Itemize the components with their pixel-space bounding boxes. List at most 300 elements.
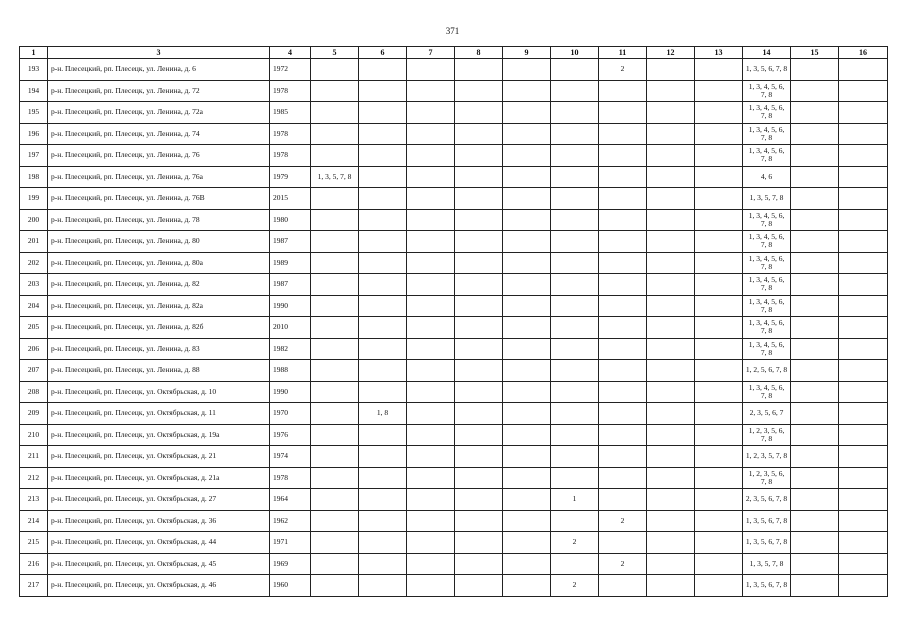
table-cell: [599, 252, 647, 274]
year-cell: 1985: [270, 102, 311, 124]
address-cell: р-н. Плесецкий, рп. Плесецк, ул. Ленина, д. 72а: [48, 102, 270, 124]
column-header: 1: [20, 47, 48, 59]
table-cell: [695, 188, 743, 210]
year-cell: 1962: [270, 510, 311, 532]
table-cell: [599, 231, 647, 253]
table-cell: 2: [599, 553, 647, 575]
table-cell: [359, 188, 407, 210]
row-number-cell: 216: [20, 553, 48, 575]
table-cell: [311, 424, 359, 446]
table-cell: [551, 188, 599, 210]
table-cell: [455, 424, 503, 446]
table-cell: [839, 403, 888, 425]
table-cell: [695, 252, 743, 274]
row-number-cell: 198: [20, 166, 48, 188]
table-cell: [359, 510, 407, 532]
address-cell: р-н. Плесецкий, рп. Плесецк, ул. Октябрьская, д. 10: [48, 381, 270, 403]
table-cell: [311, 338, 359, 360]
table-cell: [551, 467, 599, 489]
column-header: 5: [311, 47, 359, 59]
table-cell: 1, 3, 4, 5, 6, 7, 8: [743, 317, 791, 339]
table-cell: [839, 317, 888, 339]
header-row: [20, 47, 888, 59]
table-cell: [359, 317, 407, 339]
table-row: [20, 274, 888, 296]
address-cell: р-н. Плесецкий, рп. Плесецк, ул. Октябрьская, д. 11: [48, 403, 270, 425]
row-number-cell: 206: [20, 338, 48, 360]
table-cell: [455, 532, 503, 554]
year-cell: 1990: [270, 381, 311, 403]
table-cell: [791, 123, 839, 145]
table-cell: [695, 446, 743, 468]
table-cell: [407, 145, 455, 167]
address-cell: р-н. Плесецкий, рп. Плесецк, ул. Октябрьская, д. 46: [48, 575, 270, 597]
table-cell: [839, 80, 888, 102]
table-cell: [791, 80, 839, 102]
table-cell: 1, 3, 4, 5, 6, 7, 8: [743, 274, 791, 296]
table-cell: 4, 6: [743, 166, 791, 188]
column-header: 7: [407, 47, 455, 59]
table-cell: [407, 209, 455, 231]
table-cell: [359, 532, 407, 554]
table-cell: [455, 188, 503, 210]
row-number-cell: 217: [20, 575, 48, 597]
table-cell: [599, 489, 647, 511]
table-cell: [839, 381, 888, 403]
table-cell: [695, 145, 743, 167]
table-cell: [311, 553, 359, 575]
table-cell: [791, 209, 839, 231]
year-cell: 1964: [270, 489, 311, 511]
table-cell: [791, 274, 839, 296]
table-cell: 1, 3, 4, 5, 6, 7, 8: [743, 231, 791, 253]
row-number-cell: 207: [20, 360, 48, 382]
table-cell: [311, 209, 359, 231]
table-cell: [695, 231, 743, 253]
address-cell: р-н. Плесецкий, рп. Плесецк, ул. Октябрьская, д. 45: [48, 553, 270, 575]
table-cell: [599, 338, 647, 360]
table-cell: [647, 575, 695, 597]
table-cell: [311, 80, 359, 102]
table-cell: [791, 360, 839, 382]
table-row: [20, 446, 888, 468]
table-cell: [359, 145, 407, 167]
column-header: 6: [359, 47, 407, 59]
table-cell: [551, 80, 599, 102]
table-cell: [503, 489, 551, 511]
table-cell: [647, 252, 695, 274]
table-cell: 1, 3, 5, 7, 8: [743, 553, 791, 575]
table-cell: [503, 338, 551, 360]
table-cell: [503, 317, 551, 339]
table-cell: [455, 209, 503, 231]
page-number: 371: [445, 26, 460, 36]
table-cell: [599, 575, 647, 597]
table-cell: [503, 80, 551, 102]
table-cell: [791, 317, 839, 339]
row-number-cell: 193: [20, 59, 48, 81]
table-cell: [311, 360, 359, 382]
table-cell: [359, 80, 407, 102]
table-row: [20, 317, 888, 339]
table-cell: [455, 59, 503, 81]
table-cell: [647, 317, 695, 339]
table-cell: [695, 80, 743, 102]
table-cell: [359, 274, 407, 296]
table-cell: [839, 123, 888, 145]
table-row: [20, 553, 888, 575]
row-number-cell: 210: [20, 424, 48, 446]
table-cell: [599, 80, 647, 102]
table-cell: [791, 59, 839, 81]
table-cell: [311, 532, 359, 554]
table-cell: [647, 209, 695, 231]
table-cell: [407, 102, 455, 124]
column-header: 12: [647, 47, 695, 59]
table-cell: [407, 553, 455, 575]
year-cell: 1978: [270, 145, 311, 167]
table-cell: [647, 446, 695, 468]
table-cell: [791, 553, 839, 575]
table-cell: 1, 3, 5, 6, 7, 8: [743, 575, 791, 597]
table-cell: [647, 274, 695, 296]
table-cell: [359, 553, 407, 575]
table-cell: [503, 274, 551, 296]
table-cell: [551, 209, 599, 231]
table-cell: [455, 489, 503, 511]
table-cell: 1, 3, 4, 5, 6, 7, 8: [743, 102, 791, 124]
table-cell: [839, 360, 888, 382]
table-cell: [407, 274, 455, 296]
table-cell: [839, 532, 888, 554]
row-number-cell: 212: [20, 467, 48, 489]
row-number-cell: 197: [20, 145, 48, 167]
table-cell: 1, 8: [359, 403, 407, 425]
year-cell: 1980: [270, 209, 311, 231]
table-cell: [599, 403, 647, 425]
table-row: [20, 489, 888, 511]
row-number-cell: 196: [20, 123, 48, 145]
table-cell: [599, 209, 647, 231]
address-cell: р-н. Плесецкий, рп. Плесецк, ул. Ленина, д. 88: [48, 360, 270, 382]
table-cell: [359, 166, 407, 188]
table-cell: [551, 446, 599, 468]
table-row: [20, 188, 888, 210]
table-cell: [839, 424, 888, 446]
year-cell: 2015: [270, 188, 311, 210]
table-cell: [647, 166, 695, 188]
year-cell: 1987: [270, 231, 311, 253]
table-cell: [791, 467, 839, 489]
table-row: [20, 231, 888, 253]
table-cell: [599, 274, 647, 296]
table-body: [20, 59, 888, 597]
table-cell: [647, 381, 695, 403]
row-number-cell: 202: [20, 252, 48, 274]
table-cell: [407, 360, 455, 382]
address-cell: р-н. Плесецкий, рп. Плесецк, ул. Октябрьская, д. 21: [48, 446, 270, 468]
table-cell: 2: [551, 575, 599, 597]
table-cell: [551, 317, 599, 339]
year-cell: 1978: [270, 80, 311, 102]
table-cell: [503, 145, 551, 167]
table-row: [20, 532, 888, 554]
column-header: 3: [48, 47, 270, 59]
table-cell: [839, 188, 888, 210]
table-cell: 1, 2, 3, 5, 6, 7, 8: [743, 424, 791, 446]
address-cell: р-н. Плесецкий, рп. Плесецк, ул. Ленина, д. 82а: [48, 295, 270, 317]
table-cell: [551, 231, 599, 253]
year-cell: 1978: [270, 467, 311, 489]
table-cell: [455, 295, 503, 317]
table-cell: [311, 102, 359, 124]
table-cell: [599, 446, 647, 468]
year-cell: 1982: [270, 338, 311, 360]
table-row: [20, 381, 888, 403]
column-header: 14: [743, 47, 791, 59]
table-cell: [359, 467, 407, 489]
table-cell: [791, 381, 839, 403]
table-cell: [455, 338, 503, 360]
table-cell: [407, 188, 455, 210]
address-cell: р-н. Плесецкий, рп. Плесецк, ул. Ленина, д. 82б: [48, 317, 270, 339]
table-cell: [455, 274, 503, 296]
table-cell: [839, 274, 888, 296]
table-cell: [551, 338, 599, 360]
table-cell: [695, 403, 743, 425]
table-cell: [647, 80, 695, 102]
table-cell: [839, 59, 888, 81]
table-cell: [455, 231, 503, 253]
table-cell: [503, 188, 551, 210]
table-cell: [551, 424, 599, 446]
table-cell: [791, 575, 839, 597]
column-header: 10: [551, 47, 599, 59]
table-cell: [407, 489, 455, 511]
data-table: [19, 46, 888, 597]
table-cell: 1, 2, 3, 5, 6, 7, 8: [743, 467, 791, 489]
table-row: [20, 123, 888, 145]
row-number-cell: 211: [20, 446, 48, 468]
column-header: 16: [839, 47, 888, 59]
table-cell: [791, 446, 839, 468]
table-cell: [359, 231, 407, 253]
table-cell: [647, 123, 695, 145]
table-cell: [647, 338, 695, 360]
table-cell: 2: [599, 510, 647, 532]
table-cell: [407, 381, 455, 403]
table-cell: [647, 510, 695, 532]
table-cell: [791, 338, 839, 360]
table-cell: [839, 338, 888, 360]
year-cell: 1987: [270, 274, 311, 296]
table-cell: [551, 102, 599, 124]
year-cell: 1989: [270, 252, 311, 274]
table-cell: [599, 188, 647, 210]
table-cell: [455, 166, 503, 188]
address-cell: р-н. Плесецкий, рп. Плесецк, ул. Ленина, д. 76: [48, 145, 270, 167]
table-cell: [551, 381, 599, 403]
table-cell: [599, 166, 647, 188]
row-number-cell: 199: [20, 188, 48, 210]
year-cell: 1972: [270, 59, 311, 81]
year-cell: 1970: [270, 403, 311, 425]
table-cell: [695, 317, 743, 339]
table-cell: [599, 317, 647, 339]
table-cell: [503, 231, 551, 253]
table-cell: [407, 59, 455, 81]
table-cell: [791, 231, 839, 253]
table-cell: [551, 403, 599, 425]
table-cell: [503, 510, 551, 532]
table-cell: 1, 3, 4, 5, 6, 7, 8: [743, 123, 791, 145]
table-cell: 1, 3, 5, 6, 7, 8: [743, 59, 791, 81]
table-cell: 1: [551, 489, 599, 511]
table-cell: 1, 2, 5, 6, 7, 8: [743, 360, 791, 382]
year-cell: 1990: [270, 295, 311, 317]
table-row: [20, 510, 888, 532]
table-cell: [455, 360, 503, 382]
year-cell: 1976: [270, 424, 311, 446]
row-number-cell: 209: [20, 403, 48, 425]
year-cell: 1988: [270, 360, 311, 382]
table-cell: [551, 295, 599, 317]
table-cell: [455, 252, 503, 274]
row-number-cell: 214: [20, 510, 48, 532]
table-cell: [839, 252, 888, 274]
table-cell: [455, 446, 503, 468]
table-cell: [791, 166, 839, 188]
year-cell: 1979: [270, 166, 311, 188]
table-cell: 2, 3, 5, 6, 7: [743, 403, 791, 425]
table-cell: 2, 3, 5, 6, 7, 8: [743, 489, 791, 511]
row-number-cell: 203: [20, 274, 48, 296]
row-number-cell: 205: [20, 317, 48, 339]
table-row: [20, 575, 888, 597]
table-cell: 1, 2, 3, 5, 7, 8: [743, 446, 791, 468]
table-cell: [791, 188, 839, 210]
table-cell: [407, 446, 455, 468]
table-cell: [359, 575, 407, 597]
table-cell: [695, 489, 743, 511]
table-cell: [551, 553, 599, 575]
table-row: [20, 403, 888, 425]
table-cell: [647, 424, 695, 446]
table-cell: [503, 446, 551, 468]
address-cell: р-н. Плесецкий, рп. Плесецк, ул. Ленина, д. 80: [48, 231, 270, 253]
table-cell: [503, 209, 551, 231]
table-cell: 1, 3, 5, 6, 7, 8: [743, 532, 791, 554]
table-cell: [695, 295, 743, 317]
table-cell: [359, 123, 407, 145]
table-row: [20, 295, 888, 317]
table-cell: [311, 252, 359, 274]
row-number-cell: 215: [20, 532, 48, 554]
address-cell: р-н. Плесецкий, рп. Плесецк, ул. Ленина, д. 76а: [48, 166, 270, 188]
table-cell: [647, 102, 695, 124]
table-cell: [695, 510, 743, 532]
table-cell: 1, 3, 4, 5, 6, 7, 8: [743, 80, 791, 102]
table-cell: [503, 575, 551, 597]
address-cell: р-н. Плесецкий, рп. Плесецк, ул. Ленина, д. 72: [48, 80, 270, 102]
table-cell: [839, 510, 888, 532]
address-cell: р-н. Плесецкий, рп. Плесецк, ул. Ленина, д. 83: [48, 338, 270, 360]
table-cell: [695, 553, 743, 575]
table-cell: 1, 3, 4, 5, 6, 7, 8: [743, 252, 791, 274]
table-cell: 1, 3, 4, 5, 6, 7, 8: [743, 209, 791, 231]
table-cell: 1, 3, 5, 7, 8: [743, 188, 791, 210]
column-header: 15: [791, 47, 839, 59]
table-cell: [359, 209, 407, 231]
table-cell: [359, 295, 407, 317]
table-cell: [455, 553, 503, 575]
address-cell: р-н. Плесецкий, рп. Плесецк, ул. Октябрьская, д. 36: [48, 510, 270, 532]
column-header: 8: [455, 47, 503, 59]
table-cell: [503, 252, 551, 274]
table-cell: [503, 360, 551, 382]
table-row: [20, 166, 888, 188]
table-cell: [455, 381, 503, 403]
table-cell: [791, 252, 839, 274]
table-cell: [503, 403, 551, 425]
address-cell: р-н. Плесецкий, рп. Плесецк, ул. Ленина, д. 80а: [48, 252, 270, 274]
table-cell: [551, 145, 599, 167]
table-cell: [839, 166, 888, 188]
table-cell: [311, 575, 359, 597]
table-cell: [839, 209, 888, 231]
table-cell: [311, 188, 359, 210]
table-cell: [599, 295, 647, 317]
table-cell: [551, 252, 599, 274]
row-number-cell: 201: [20, 231, 48, 253]
table-cell: [647, 59, 695, 81]
table-cell: [695, 102, 743, 124]
table-cell: [359, 338, 407, 360]
table-cell: [599, 532, 647, 554]
table-cell: [647, 532, 695, 554]
table-cell: [695, 381, 743, 403]
table-cell: [599, 102, 647, 124]
table-cell: [311, 467, 359, 489]
table-cell: 1, 3, 5, 6, 7, 8: [743, 510, 791, 532]
table-cell: [503, 166, 551, 188]
table-cell: [839, 102, 888, 124]
table-cell: [647, 553, 695, 575]
table-cell: [407, 317, 455, 339]
table-cell: [407, 532, 455, 554]
table-cell: [695, 209, 743, 231]
table-cell: [311, 510, 359, 532]
table-cell: [695, 424, 743, 446]
table-cell: [359, 102, 407, 124]
table-cell: [407, 252, 455, 274]
table-cell: [311, 295, 359, 317]
row-number-cell: 208: [20, 381, 48, 403]
table-cell: [407, 510, 455, 532]
table-cell: [839, 145, 888, 167]
table-cell: [455, 80, 503, 102]
table-cell: [647, 295, 695, 317]
table-cell: [791, 532, 839, 554]
table-cell: [359, 424, 407, 446]
table-cell: 2: [599, 59, 647, 81]
address-cell: р-н. Плесецкий, рп. Плесецк, ул. Ленина, д. 78: [48, 209, 270, 231]
address-cell: р-н. Плесецкий, рп. Плесецк, ул. Ленина, д. 82: [48, 274, 270, 296]
table-cell: [407, 295, 455, 317]
table-cell: [839, 575, 888, 597]
address-cell: р-н. Плесецкий, рп. Плесецк, ул. Ленина, д. 74: [48, 123, 270, 145]
table-cell: [695, 360, 743, 382]
